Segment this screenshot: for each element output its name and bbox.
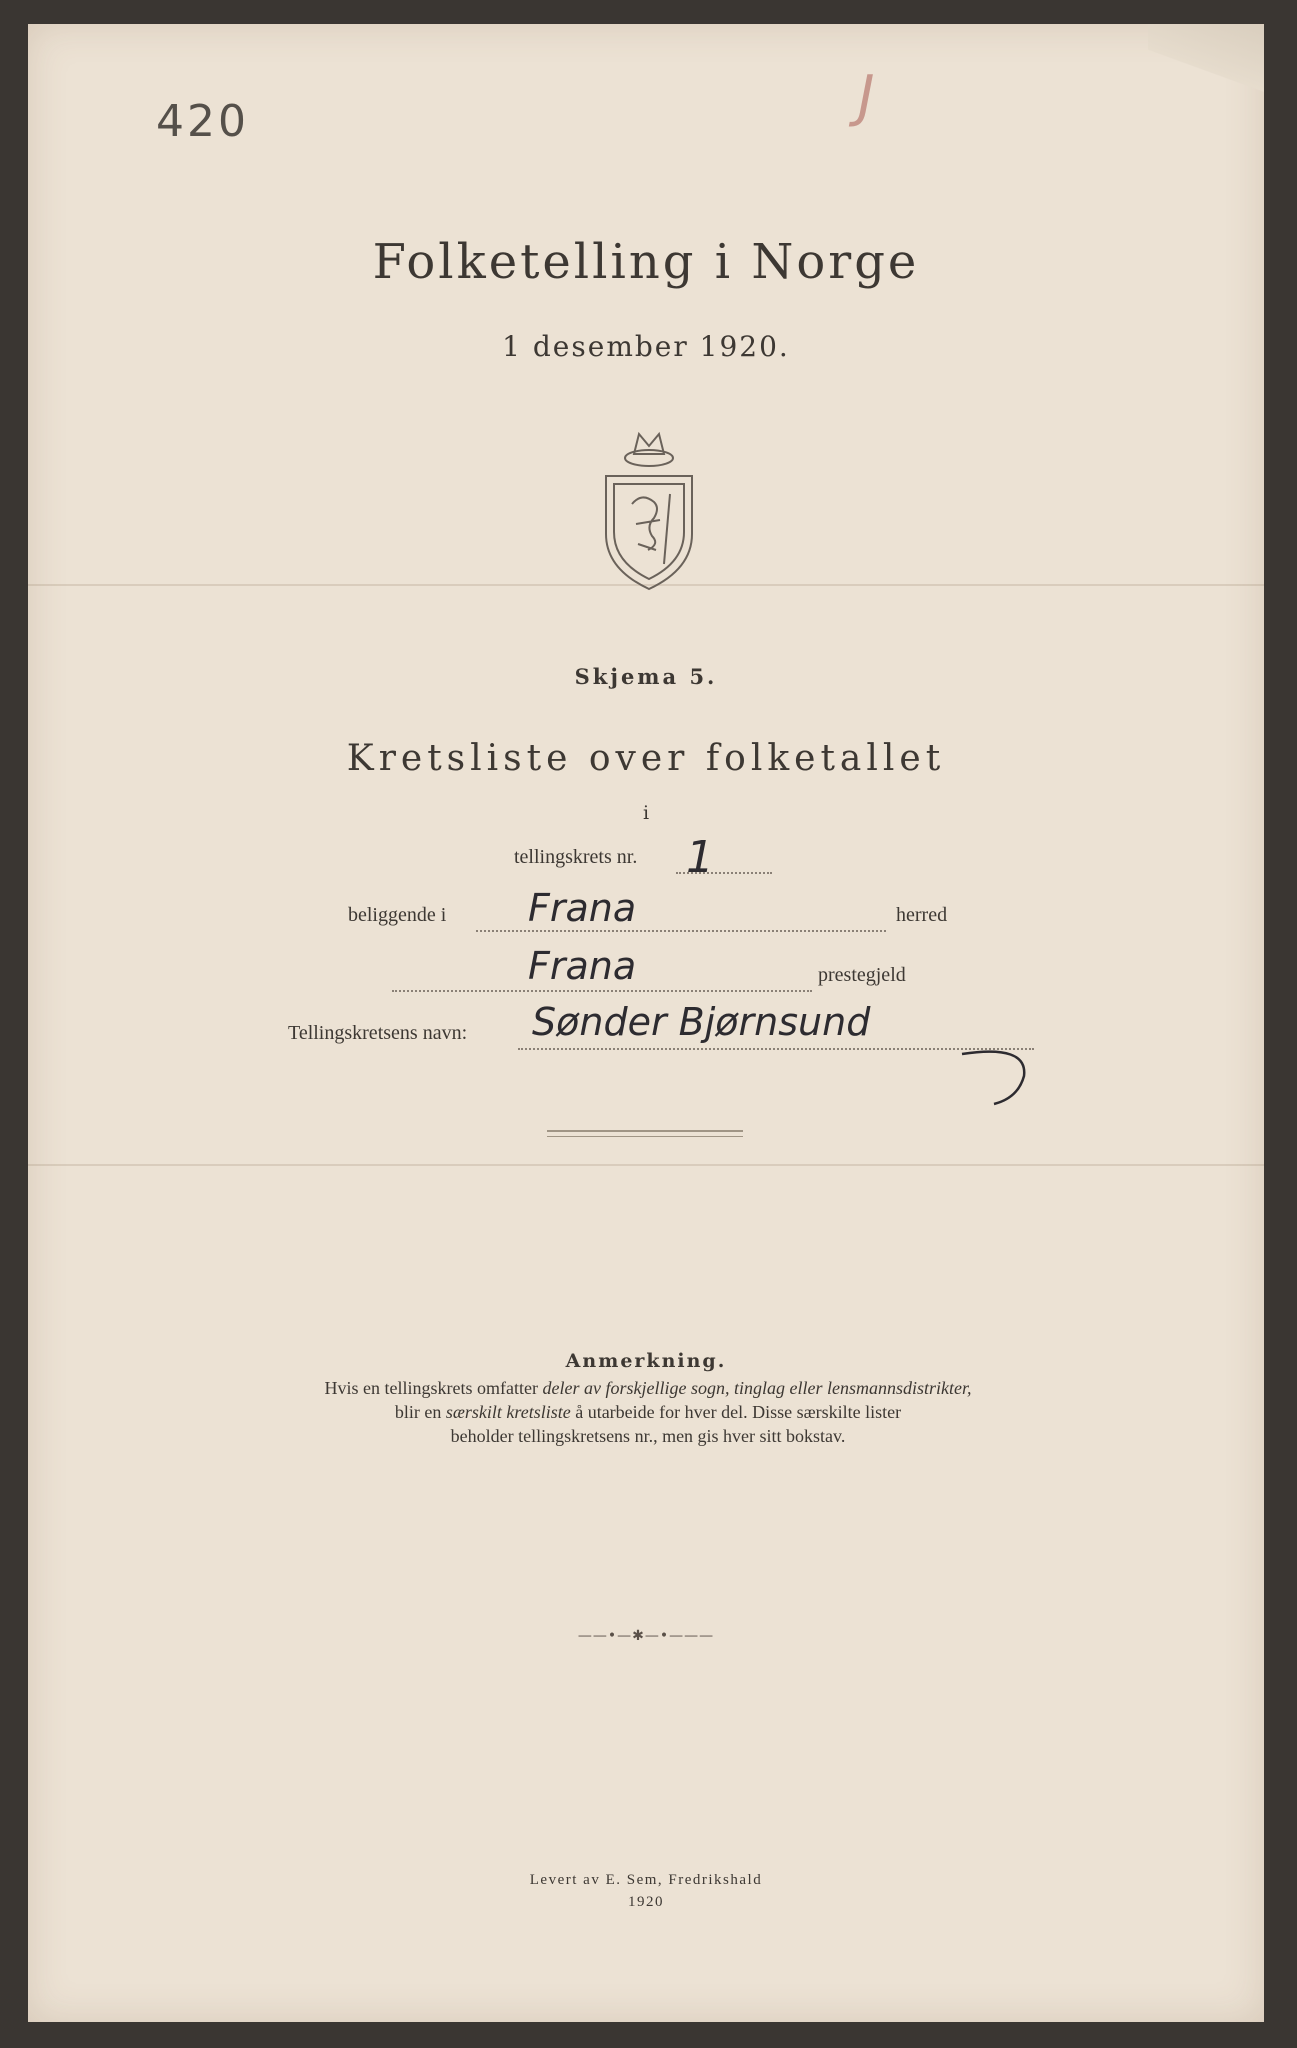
navn-dotted-line [518,1048,1034,1050]
paper-crease [28,1164,1264,1166]
printer-year: 1920 [628,1894,664,1910]
corner-mark: J [858,64,875,129]
page-title: Folketelling i Norge [372,234,920,290]
census-date: 1 desember 1920. [502,330,790,363]
navn-label: Tellingskretsens navn: [288,1022,468,1044]
printer-credit: Levert av E. Sem, Fredrikshald [529,1872,763,1888]
census-form-page [28,24,1264,2022]
beliggende-value: Frana [528,886,637,930]
form-heading: Kretsliste over folketallet [346,738,946,779]
note-line-3: beholder tellingskretsens nr., men gis hver sitt bokstav. [450,1426,846,1446]
beliggende-dotted-line [476,930,886,932]
tellingskrets-value: 1 [686,832,714,883]
note-line-1: Hvis en tellingskrets omfatter deler av forskjellige sogn, tinglag eller lensmannsdistrikter, [324,1378,972,1398]
preposition: i [642,802,650,824]
herred-label: herred [896,904,948,926]
ornament-divider: ——•—✱—•——— [577,1628,715,1644]
prestegjeld-value: Frana [528,944,637,988]
tellingskrets-label: tellingskrets nr. [514,846,638,868]
prestegjeld-label: prestegjeld [818,964,906,986]
folded-corner [1148,24,1264,94]
prestegjeld-dotted-line [392,990,812,992]
beliggende-label: beliggende i [348,904,447,926]
coat-of-arms-icon [594,424,704,594]
divider-rule [547,1136,743,1137]
archive-number: 420 [156,96,249,147]
schema-label: Skjema 5. [574,664,718,689]
flourish-icon [958,1024,1038,1114]
divider-rule [547,1130,743,1132]
navn-value: Sønder Bjørnsund [532,1000,871,1044]
note-title: Anmerkning. [565,1350,727,1372]
note-line-2: blir en særskilt kretsliste å utarbeide for hver del. Disse særskilte lister [394,1402,902,1422]
